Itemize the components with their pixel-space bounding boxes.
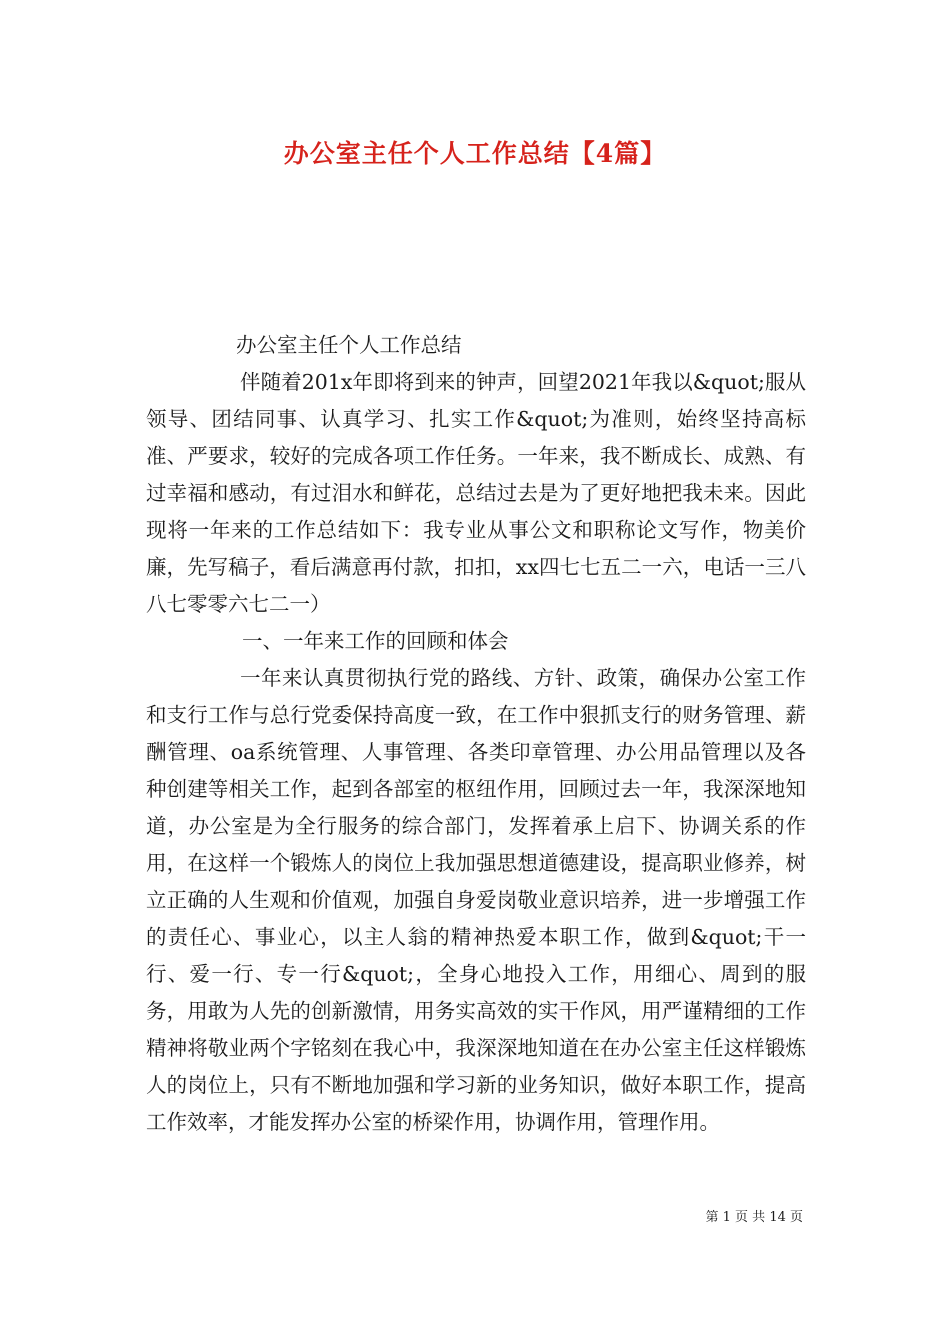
document-subtitle: 办公室主任个人工作总结 (236, 333, 462, 357)
section-heading-review: 一、一年来工作的回顾和体会 (242, 629, 509, 653)
document-title: 办公室主任个人工作总结【4篇】 (283, 139, 667, 168)
document-body (146, 327, 806, 1141)
paragraph-intro: 伴随着201x年即将到来的钟声，回望2021年我以&quot;服从领导、团结同事、认真学习、扎实工作&quot;为准则，始终坚持高标准、严要求，较好的完成各项工作任务。一年来，我不断成长、成熟、有过幸福和感动，有过泪水和鲜花，总结过去是为了更好地把我未来。因此现将一年来的工作总结如下：我专业从事公文和职称论文写作，物美价廉，先写稿子，看后满意再付款，扣扣，xx四七七五二一六，电话一三八八七零零六七二一） (146, 370, 806, 616)
paragraph-review: 一年来认真贯彻执行党的路线、方针、政策，确保办公室工作和支行工作与总行党委保持高度一致，在工作中狠抓支行的财务管理、薪酬管理、oa系统管理、人事管理、各类印章管理、办公用品管理以及各种创建等相关工作，起到各部室的枢纽作用，回顾过去一年，我深深地知道，办公室是为全行服务的综合部门，发挥着承上启下、协调关系的作用，在这样一个锻炼人的岗位上我加强思想道德建设，提高职业修养，树立正确的人生观和价值观，加强自身爱岗敬业意识培养，进一步增强工作的责任心、事业心，以主人翁的精神热爱本职工作，做到&quot;干一行、爱一行、专一行&quot;，全身心地投入工作，用细心、周到的服务，用敢为人先的创新激情，用务实高效的实干作风，用严谨精细的工作精神将敬业两个字铭刻在我心中，我深深地知道在在办公室主任这样锻炼人的岗位上，只有不断地加强和学习新的业务知识，做好本职工作，提高工作效率，才能发挥办公室的桥梁作用，协调作用，管理作用。 (146, 666, 806, 1134)
page-number: 第 1 页 共 14 页 (705, 1210, 803, 1225)
